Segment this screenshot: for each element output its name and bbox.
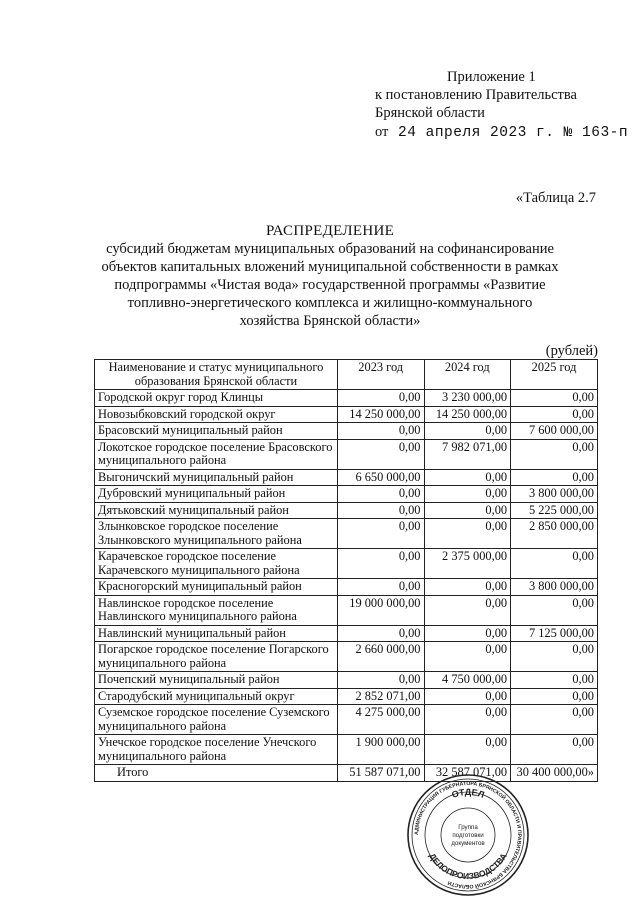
amount-cell: 0,00	[424, 486, 511, 503]
stamp-center-line: Группа	[458, 824, 478, 831]
municipality-name-cell: Локотское городское поселение Брасовского муниципального района	[95, 439, 338, 469]
amount-cell: 4 750 000,00	[424, 672, 511, 689]
subtitle-line: хозяйства Брянской области»	[239, 313, 421, 329]
municipality-name-cell: Итого	[95, 765, 338, 782]
date-prefix: от	[375, 124, 389, 140]
table-row	[95, 579, 598, 596]
table-row	[95, 625, 598, 642]
amount-cell: 0,00	[424, 705, 511, 735]
stamp-center-line: документов	[451, 840, 485, 847]
municipality-name-cell: Карачевское городское поселение Карачевского муниципального района	[95, 549, 338, 579]
amount-cell: 0,00	[424, 579, 511, 596]
municipality-name-cell: Навлинское городское поселение Навлинского муниципального района	[95, 595, 338, 625]
amount-cell: 2 850 000,00	[511, 519, 598, 549]
amount-cell: 0,00	[424, 642, 511, 672]
table-row	[95, 439, 598, 469]
amount-cell: 14 250 000,00	[424, 406, 511, 423]
municipality-name-cell: Городской округ город Клинцы	[95, 390, 338, 407]
amount-cell: 0,00	[511, 735, 598, 765]
municipality-name-cell: Унечское городское поселение Унечского муниципального района	[95, 735, 338, 765]
amount-cell: 0,00	[511, 439, 598, 469]
amount-cell: 0,00	[337, 390, 424, 407]
column-header: 2023 год	[337, 360, 424, 390]
document-title-block	[80, 222, 580, 330]
amount-cell: 7 125 000,00	[511, 625, 598, 642]
amount-cell: 3 230 000,00	[424, 390, 511, 407]
table-row	[95, 688, 598, 705]
amount-cell: 0,00	[511, 705, 598, 735]
municipality-name-cell: Брасовский муниципальный район	[95, 423, 338, 440]
municipality-name-cell: Навлинский муниципальный район	[95, 625, 338, 642]
amount-cell: 3 800 000,00	[511, 579, 598, 596]
amount-cell: 0,00	[337, 519, 424, 549]
amount-cell: 0,00	[424, 625, 511, 642]
amount-cell: 7 600 000,00	[511, 423, 598, 440]
date-value: 24 апреля 2023 г. № 163-п	[398, 125, 629, 141]
appendix-date-line	[375, 123, 628, 142]
stamp-dept-top: ОТДЕЛ	[450, 786, 486, 800]
amount-cell: 5 225 000,00	[511, 502, 598, 519]
table-body	[95, 390, 598, 782]
appendix-block	[375, 68, 628, 142]
amount-cell: 0,00	[424, 423, 511, 440]
table-row	[95, 469, 598, 486]
table-row	[95, 390, 598, 407]
municipality-name-cell: Суземское городское поселение Суземского муниципального района	[95, 705, 338, 735]
municipality-name-cell: Выгоничский муниципальный район	[95, 469, 338, 486]
amount-cell: 4 275 000,00	[337, 705, 424, 735]
amount-cell: 0,00	[511, 406, 598, 423]
amount-cell: 0,00	[424, 688, 511, 705]
table-header-row	[95, 360, 598, 390]
appendix-line: Приложение 1	[447, 69, 536, 85]
table-row	[95, 406, 598, 423]
amount-cell: 0,00	[511, 469, 598, 486]
document-title: РАСПРЕДЕЛЕНИЕ	[265, 223, 395, 239]
table-number: «Таблица 2.7	[515, 190, 596, 206]
amount-cell: 30 400 000,00»	[511, 765, 598, 782]
column-header: Наименование и статус муниципального образования Брянской области	[95, 360, 338, 390]
svg-text:ОТДЕЛ	[450, 787, 485, 800]
table-row	[95, 423, 598, 440]
official-stamp	[406, 773, 530, 897]
amount-cell: 0,00	[337, 502, 424, 519]
table-row	[95, 486, 598, 503]
amount-cell: 2 660 000,00	[337, 642, 424, 672]
table-row	[95, 595, 598, 625]
amount-cell: 7 982 071,00	[424, 439, 511, 469]
amount-cell: 0,00	[424, 519, 511, 549]
amount-cell: 0,00	[511, 390, 598, 407]
municipality-name-cell: Погарское городское поселение Погарского муниципального района	[95, 642, 338, 672]
amount-cell: 2 375 000,00	[424, 549, 511, 579]
stamp-ring-text: АДМИНИСТРАЦИЯ ГУБЕРНАТОРА БРЯНСКОЙ ОБЛАСТИ И ПРАВИТЕЛЬСТВА БРЯНСКОЙ ОБЛАСТИ	[413, 780, 523, 890]
table-row	[95, 705, 598, 735]
amount-cell: 0,00	[337, 579, 424, 596]
municipality-name-cell: Дятьковский муниципальный район	[95, 502, 338, 519]
amount-cell: 0,00	[511, 688, 598, 705]
amount-cell: 0,00	[424, 595, 511, 625]
amount-cell: 0,00	[511, 642, 598, 672]
units-label: (рублей)	[545, 343, 598, 359]
amount-cell: 0,00	[337, 486, 424, 503]
amount-cell: 3 800 000,00	[511, 486, 598, 503]
subtitle-line: объектов капитальных вложений муниципальной собственности в рамках	[101, 259, 559, 275]
municipality-name-cell: Почепский муниципальный район	[95, 672, 338, 689]
table-row	[95, 672, 598, 689]
amount-cell: 0,00	[337, 625, 424, 642]
table-row	[95, 549, 598, 579]
amount-cell: 0,00	[511, 595, 598, 625]
amount-cell: 0,00	[424, 502, 511, 519]
amount-cell: 19 000 000,00	[337, 595, 424, 625]
stamp-center-line: подготовки	[452, 832, 484, 839]
amount-cell: 0,00	[424, 469, 511, 486]
table-row	[95, 502, 598, 519]
municipality-name-cell: Красногорский муниципальный район	[95, 579, 338, 596]
column-header: 2024 год	[424, 360, 511, 390]
appendix-line: Брянской области	[375, 105, 485, 121]
amount-cell: 0,00	[337, 439, 424, 469]
table-row	[95, 735, 598, 765]
amount-cell: 14 250 000,00	[337, 406, 424, 423]
column-header: 2025 год	[511, 360, 598, 390]
amount-cell: 0,00	[511, 549, 598, 579]
distribution-table	[94, 359, 598, 782]
amount-cell: 0,00	[511, 672, 598, 689]
table-row	[95, 519, 598, 549]
stamp-dept-bottom: ДЕЛОПРОИЗВОДСТВА	[427, 851, 509, 882]
amount-cell: 6 650 000,00	[337, 469, 424, 486]
municipality-name-cell: Стародубский муниципальный округ	[95, 688, 338, 705]
municipality-name-cell: Злынковское городское поселение Злынковского муниципального района	[95, 519, 338, 549]
subtitle-line: топливно-энергетического комплекса и жилищно-коммунального	[127, 295, 533, 311]
appendix-line: к постановлению Правительства	[375, 87, 577, 103]
municipality-name-cell: Дубровский муниципальный район	[95, 486, 338, 503]
amount-cell: 0,00	[337, 423, 424, 440]
amount-cell: 1 900 000,00	[337, 735, 424, 765]
amount-cell: 32 587 071,00	[424, 765, 511, 782]
amount-cell: 2 852 071,00	[337, 688, 424, 705]
amount-cell: 51 587 071,00	[337, 765, 424, 782]
subtitle-line: субсидий бюджетам муниципальных образований на софинансирование	[106, 241, 554, 257]
amount-cell: 0,00	[337, 672, 424, 689]
table-row	[95, 642, 598, 672]
municipality-name-cell: Новозыбковский городской округ	[95, 406, 338, 423]
subtitle-line: подпрограммы «Чистая вода» государственной программы «Развитие	[114, 277, 546, 293]
amount-cell: 0,00	[424, 735, 511, 765]
amount-cell: 0,00	[337, 549, 424, 579]
